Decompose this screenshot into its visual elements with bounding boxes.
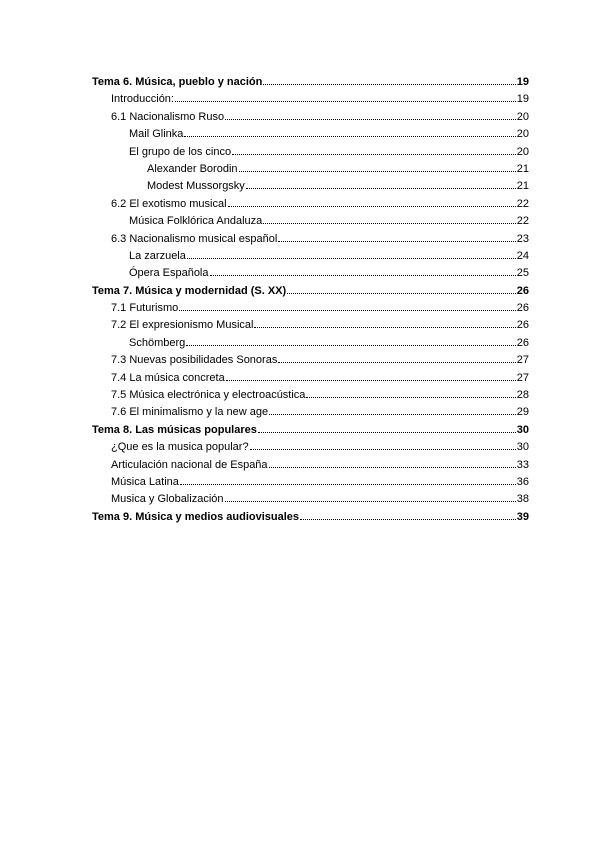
toc-dot-leader	[175, 92, 516, 102]
toc-entry-label: Tema 7. Música y modernidad (S. XX)	[92, 284, 287, 297]
toc-dot-leader	[180, 475, 516, 485]
toc-entry[interactable]	[92, 144, 529, 161]
toc-entry-label: ¿Que es la musica popular?	[111, 441, 249, 454]
toc-dot-leader	[186, 336, 515, 346]
toc-entry-page-number: 19	[516, 93, 529, 106]
toc-entry-page-number: 20	[516, 128, 529, 141]
toc-entry-label: Tema 8. Las músicas populares	[92, 423, 257, 436]
toc-dot-leader	[278, 353, 515, 363]
toc-entry[interactable]	[92, 317, 529, 334]
toc-entry-page-number: 24	[516, 249, 529, 262]
toc-entry-page-number: 33	[516, 458, 529, 471]
toc-entry-label: Musica y Globalización	[111, 493, 224, 506]
toc-dot-leader	[300, 510, 516, 520]
toc-entry-label: Tema 6. Música, pueblo y nación	[92, 76, 263, 88]
toc-entry[interactable]	[92, 370, 529, 387]
toc-entry-page-number: 20	[516, 145, 529, 158]
toc-entry-page-number: 28	[516, 389, 529, 402]
toc-entry[interactable]	[92, 422, 529, 439]
toc-entry-page-number: 25	[516, 267, 529, 280]
toc-entry-page-number: 38	[516, 493, 529, 506]
toc-dot-leader	[187, 249, 516, 259]
toc-dot-leader	[226, 371, 516, 381]
toc-entry-label: Mail Glinka	[129, 128, 184, 141]
toc-entry[interactable]	[92, 439, 529, 456]
toc-dot-leader	[306, 388, 515, 398]
toc-entry-page-number: 39	[516, 510, 529, 523]
toc-entry-label: 6.1 Nacionalismo Ruso	[111, 110, 225, 123]
toc-entry[interactable]	[92, 457, 529, 474]
toc-entry[interactable]	[92, 509, 529, 526]
toc-dot-leader	[246, 179, 516, 189]
toc-entry[interactable]	[92, 352, 529, 369]
toc-entry-page-number: 29	[516, 406, 529, 419]
toc-entry-label: Modest Mussorgsky	[147, 180, 245, 193]
toc-entry[interactable]	[92, 300, 529, 317]
toc-entry-page-number: 19	[516, 76, 529, 88]
toc-entry-page-number: 26	[516, 284, 529, 297]
toc-entry[interactable]	[92, 91, 529, 108]
toc-dot-leader	[263, 214, 515, 224]
toc-entry-label: 7.4 La música concreta	[111, 371, 225, 384]
toc-dot-leader	[225, 110, 516, 120]
toc-entry-page-number: 36	[516, 475, 529, 488]
toc-dot-leader	[278, 232, 515, 242]
toc-entry[interactable]	[92, 231, 529, 248]
toc-entry-page-number: 26	[516, 319, 529, 332]
toc-dot-leader	[263, 75, 515, 85]
toc-entry-page-number: 26	[516, 302, 529, 315]
toc-entry-label: Tema 9. Música y medios audiovisuales	[92, 510, 300, 523]
toc-entry[interactable]	[92, 196, 529, 213]
toc-entry[interactable]	[92, 126, 529, 143]
toc-dot-leader	[239, 162, 516, 172]
toc-entry-label: La zarzuela	[129, 249, 186, 262]
toc-dot-leader	[254, 318, 515, 328]
toc-dot-leader	[250, 440, 516, 450]
toc-entry[interactable]	[92, 404, 529, 421]
toc-entry[interactable]	[92, 335, 529, 352]
toc-entry-label: 7.2 El expresionismo Musical	[111, 319, 254, 332]
toc-dot-leader	[287, 284, 516, 294]
toc-entry-label: 6.3 Nacionalismo musical español	[111, 232, 278, 245]
toc-entry[interactable]	[92, 387, 529, 404]
toc-entry-page-number: 21	[516, 180, 529, 193]
toc-entry-label: Música Folklórica Andaluza	[129, 215, 263, 228]
toc-entry-label: El grupo de los cinco	[129, 145, 232, 158]
toc-entry-label: 7.5 Música electrónica y electroacústica	[111, 389, 306, 402]
toc-entry-label: Schömberg	[129, 336, 186, 349]
toc-entry-label: Introducción:	[111, 93, 174, 106]
toc-entry-page-number: 23	[516, 232, 529, 245]
toc-entry-label: Música Latina	[111, 475, 179, 488]
toc-entry-label: Articulación nacional de España	[111, 458, 268, 471]
toc-dot-leader	[210, 266, 516, 276]
toc-dot-leader	[184, 127, 515, 137]
toc-dot-leader	[269, 458, 516, 468]
toc-entry[interactable]	[92, 178, 529, 195]
toc-entry-label: Ópera Española	[129, 267, 209, 280]
toc-entry[interactable]	[92, 74, 529, 91]
toc-entry[interactable]	[92, 474, 529, 491]
toc-entry-page-number: 22	[516, 215, 529, 228]
toc-entry-page-number: 27	[516, 371, 529, 384]
toc-entry[interactable]	[92, 283, 529, 300]
toc-entry[interactable]	[92, 265, 529, 282]
toc-entry-page-number: 27	[516, 354, 529, 367]
table-of-contents	[92, 74, 529, 526]
toc-entry-label: 7.1 Futurismo	[111, 302, 179, 315]
toc-entry[interactable]	[92, 491, 529, 508]
toc-entry[interactable]	[92, 213, 529, 230]
toc-entry[interactable]	[92, 248, 529, 265]
toc-entry[interactable]	[92, 161, 529, 178]
toc-entry-page-number: 26	[516, 336, 529, 349]
toc-entry-label: 7.6 El minimalismo y la new age	[111, 406, 269, 419]
toc-dot-leader	[225, 492, 516, 502]
toc-entry-page-number: 21	[516, 162, 529, 175]
toc-entry-page-number: 22	[516, 197, 529, 210]
toc-dot-leader	[179, 301, 516, 311]
toc-dot-leader	[258, 423, 516, 433]
toc-dot-leader	[232, 145, 516, 155]
toc-entry-label: 7.3 Nuevas posibilidades Sonoras	[111, 354, 278, 367]
toc-entry[interactable]	[92, 109, 529, 126]
toc-entry-page-number: 30	[516, 441, 529, 454]
toc-dot-leader	[269, 405, 516, 415]
toc-entry-label: 6.2 El exotismo musical	[111, 197, 227, 210]
toc-dot-leader	[228, 197, 516, 207]
toc-entry-label: Alexander Borodin	[147, 162, 238, 175]
toc-entry-page-number: 20	[516, 110, 529, 123]
toc-entry-page-number: 30	[516, 423, 529, 436]
